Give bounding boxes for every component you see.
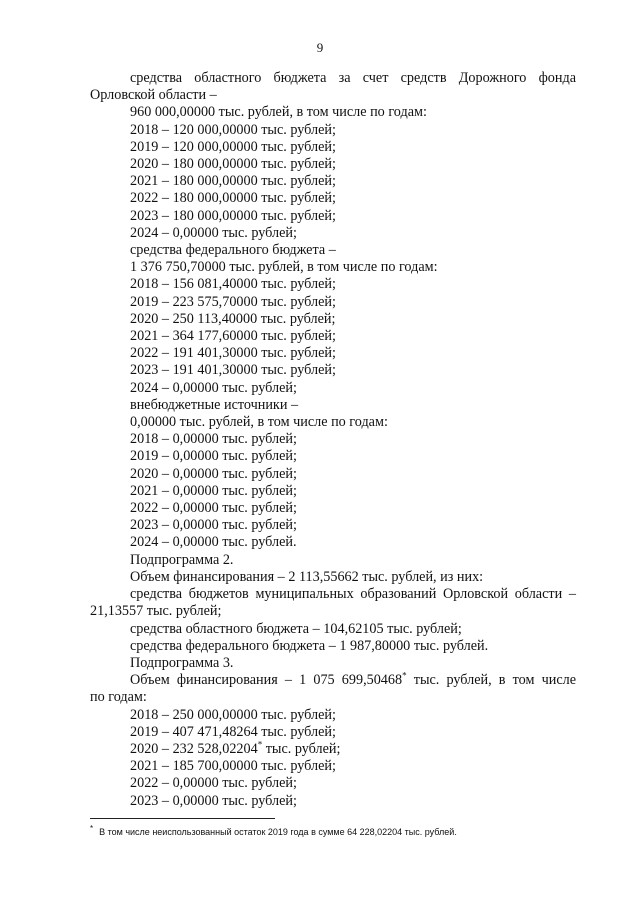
footnote (90, 826, 590, 838)
text-fragment: Объем финансирования – 1 075 699,50468 (130, 672, 403, 689)
text-line: 2020 – 180 000,00000 тыс. рублей; (130, 156, 336, 173)
text-line: средства бюджетов муниципальных образований Орловской области – (130, 586, 576, 603)
text-line: 2021 – 364 177,60000 тыс. рублей; (130, 328, 336, 345)
text-line: Подпрограмма 2. (130, 551, 234, 568)
text-line: 2018 – 0,00000 тыс. рублей; (130, 431, 297, 448)
text-line: 2020 – 0,00000 тыс. рублей; (130, 465, 297, 482)
text-line: средства областного бюджета за счет средств Дорожного фонда (130, 70, 576, 86)
text-line: 2021 – 0,00000 тыс. рублей; (130, 482, 297, 499)
text-line: 2023 – 0,00000 тыс. рублей; (130, 792, 297, 809)
text-line: 2022 – 0,00000 тыс. рублей; (130, 775, 297, 792)
footnote-separator (90, 818, 275, 819)
text-line: 0,00000 тыс. рублей, в том числе по годам: (130, 414, 388, 431)
text-line: 2020 – 250 113,40000 тыс. рублей; (130, 310, 336, 327)
text-line: 2023 – 191 401,30000 тыс. рублей; (130, 362, 336, 379)
text-fragment: тыс. рублей, в том числе (413, 672, 577, 689)
text-line: Подпрограмма 3. (130, 654, 234, 671)
footnote-marker: * (90, 824, 94, 833)
text-line: 2023 – 0,00000 тыс. рублей; (130, 517, 297, 534)
text-line: 2019 – 223 575,70000 тыс. рублей; (130, 293, 336, 310)
page-number: 9 (316, 40, 324, 55)
text-line: 2022 – 180 000,00000 тыс. рублей; (130, 190, 336, 207)
text-line: 2022 – 191 401,30000 тыс. рублей; (130, 345, 336, 362)
text-line: 21,13557 тыс. рублей; (90, 603, 222, 620)
text-fragment: тыс. рублей; (265, 740, 341, 757)
text-line (90, 672, 576, 689)
text-line: 2018 – 120 000,00000 тыс. рублей; (130, 121, 336, 138)
text-line: 2021 – 185 700,00000 тыс. рублей; (130, 758, 336, 775)
text-line: 2018 – 156 081,40000 тыс. рублей; (130, 276, 336, 293)
text-line: 2019 – 0,00000 тыс. рублей; (130, 448, 297, 465)
text-line: средства федерального бюджета – 1 987,80000 тыс. рублей. (130, 637, 489, 654)
text-fragment: 2020 – 232 528,02204 (130, 740, 258, 757)
text-line: 1 376 750,70000 тыс. рублей, в том числе по годам: (130, 259, 438, 276)
text-line: 2024 – 0,00000 тыс. рублей. (130, 534, 297, 551)
text-line: 2023 – 180 000,00000 тыс. рублей; (130, 207, 336, 224)
text-line: 2024 – 0,00000 тыс. рублей; (130, 224, 297, 241)
text-line: по годам: (90, 689, 147, 706)
text-line: внебюджетные источники – (130, 396, 299, 413)
text-line (90, 741, 576, 758)
text-line: Объем финансирования – 2 113,55662 тыс. рублей, из них: (130, 568, 484, 585)
text-line: 2018 – 250 000,00000 тыс. рублей; (130, 706, 336, 723)
document-body (90, 70, 576, 810)
footnote-marker: * (402, 670, 407, 681)
text-line: 2019 – 120 000,00000 тыс. рублей; (130, 138, 336, 155)
text-line: 960 000,00000 тыс. рублей, в том числе по годам: (130, 104, 427, 121)
text-line: 2019 – 407 471,48264 тыс. рублей; (130, 723, 336, 740)
text-line: 2024 – 0,00000 тыс. рублей; (130, 379, 297, 396)
text-line: средства федерального бюджета – (130, 242, 336, 259)
text-line: 2022 – 0,00000 тыс. рублей; (130, 500, 297, 517)
footnote-marker: * (257, 739, 263, 750)
footnote-text: В том числе неиспользованный остаток 2019 года в сумме 64 228,02204 тыс. рублей. (99, 827, 457, 837)
text-line: 2021 – 180 000,00000 тыс. рублей; (130, 173, 336, 190)
text-line: средства областного бюджета – 104,62105 тыс. рублей; (130, 620, 462, 637)
text-line: Орловской области – (90, 87, 217, 104)
